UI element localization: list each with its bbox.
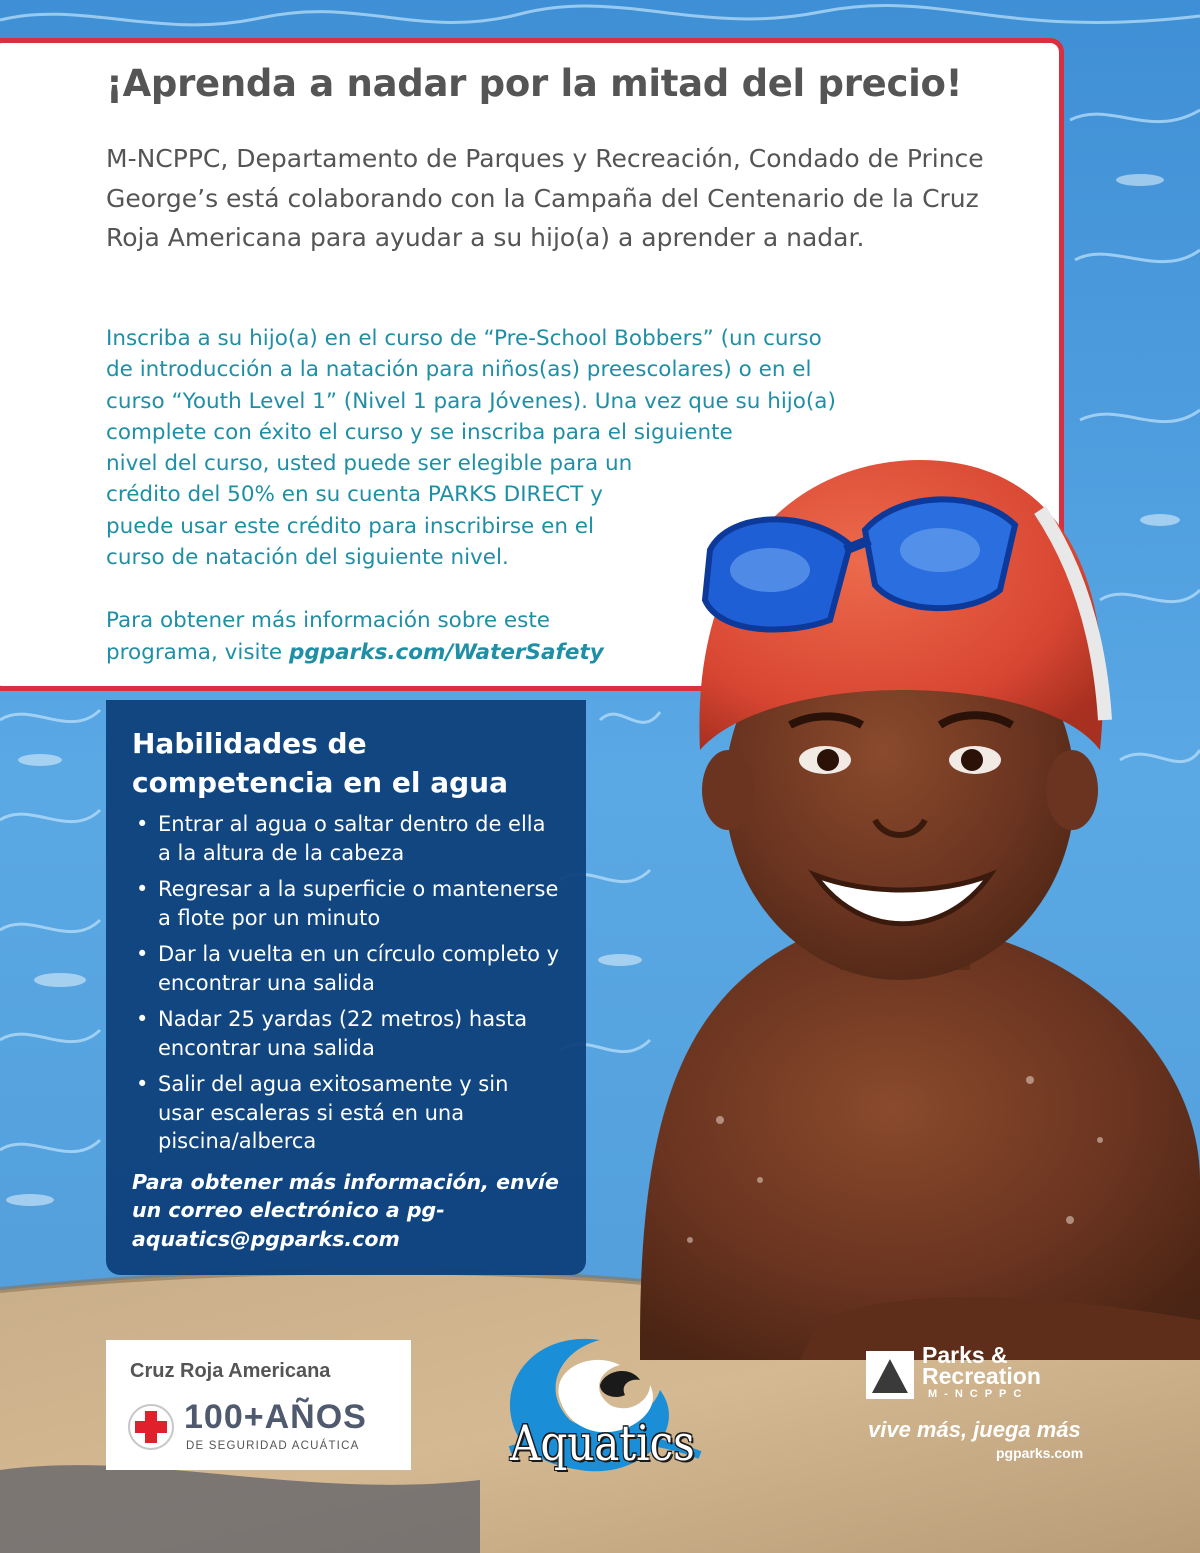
enroll-line: puede usar este crédito para inscribirse en el <box>106 513 594 539</box>
bullet-icon: • <box>136 812 149 836</box>
more-info-prefix: programa, visite <box>106 639 289 665</box>
bullet-icon: • <box>136 942 149 966</box>
more-info-paragraph <box>106 605 706 668</box>
skills-item-text: Nadar 25 yardas (22 metros) hasta encontrar una salida <box>158 1007 528 1060</box>
red-cross-years: 100+AÑOS <box>184 1398 367 1436</box>
water-skills-box <box>106 700 586 1275</box>
skills-item-text: Regresar a la superficie o mantenerse a flote por un minuto <box>158 877 559 930</box>
parks-mark-icon <box>866 1351 914 1399</box>
skills-list-item <box>132 940 560 997</box>
headline: ¡Aprenda a nadar por la mitad del precio! <box>106 62 963 105</box>
parks-url[interactable]: pgparks.com <box>996 1445 1084 1461</box>
bullet-icon: • <box>136 1007 149 1031</box>
enroll-paragraph <box>106 323 951 573</box>
red-cross-title: Cruz Roja Americana <box>130 1360 331 1382</box>
parks-name-line2: Recreation <box>922 1363 1041 1389</box>
skills-item-text: Entrar al agua o saltar dentro de ella a la altura de la cabeza <box>158 812 546 865</box>
red-cross-logo <box>106 1340 411 1470</box>
contact-email-text[interactable]: Para obtener más información, envíe un correo electrónico a pg-aquatics@pgparks.com <box>132 1169 559 1251</box>
enroll-line: curso “Youth Level 1” (Nivel 1 para Jóvenes). Una vez que su hijo(a) <box>106 388 836 414</box>
skills-list <box>132 810 560 1156</box>
enroll-line: de introducción a la natación para niños(as) preescolares) o en el <box>106 357 812 383</box>
enroll-line: curso de natación del siguiente nivel. <box>106 545 509 571</box>
skills-list-item <box>132 875 560 932</box>
parks-name <box>922 1342 1041 1389</box>
skills-list-item <box>132 1070 560 1156</box>
water-safety-link[interactable]: pgparks.com/WaterSafety <box>288 639 604 665</box>
skills-title: Habilidades de competencia en el agua <box>132 727 508 799</box>
red-cross-icon <box>128 1404 174 1450</box>
skills-list-item <box>132 1005 560 1062</box>
enroll-line: complete con éxito el curso y se inscriba para el siguiente <box>106 419 733 445</box>
bullet-icon: • <box>136 1072 149 1096</box>
skills-list-item <box>132 810 560 867</box>
enroll-line: nivel del curso, usted puede ser elegible para un <box>106 451 633 477</box>
parks-name-line1: Parks & <box>922 1342 1008 1368</box>
red-cross-subtitle: DE SEGURIDAD ACUÁTICA <box>186 1440 360 1452</box>
parks-org: M-NCPPC <box>928 1388 1029 1400</box>
skills-item-text: Salir del agua exitosamente y sin usar escaleras si está en una piscina/alberca <box>158 1072 509 1153</box>
more-info-line1: Para obtener más información sobre este <box>106 608 550 633</box>
skills-item-text: Dar la vuelta en un círculo completo y encontrar una salida <box>158 942 560 995</box>
bullet-icon: • <box>136 877 149 901</box>
parks-tagline: vive más, juega más <box>868 1417 1081 1442</box>
aquatics-logo-text: Aquatics <box>510 1415 695 1472</box>
enroll-line: crédito del 50% en su cuenta PARKS DIRECT y <box>106 482 603 508</box>
enroll-line: Inscriba a su hijo(a) en el curso de “Pre-School Bobbers” (un curso <box>106 326 822 351</box>
intro-paragraph: M-NCPPC, Departamento de Parques y Recreación, Condado de Prince George’s está colaborando con la Campaña del Centenario de la Cruz Roja Americana para ayudar a su hijo(a) a aprender a nadar. <box>106 144 984 252</box>
